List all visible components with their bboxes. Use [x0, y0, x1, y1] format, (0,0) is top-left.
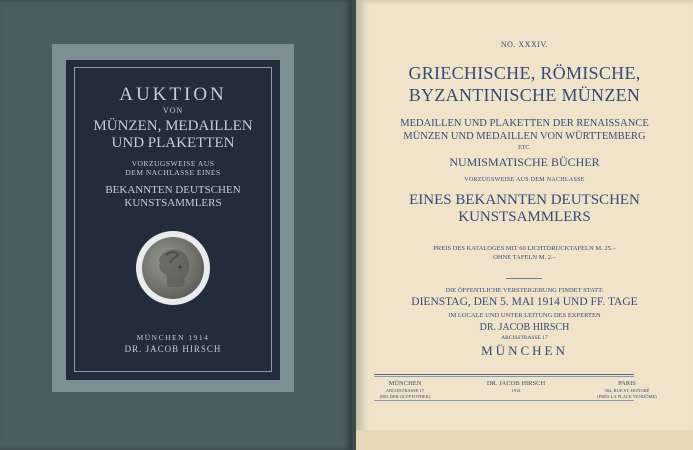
footer-left	[370, 380, 440, 399]
page-title-line2: BYZANTINISCHE MÜNZEN	[408, 85, 641, 105]
footer-center-name: DR. JACOB HIRSCH	[486, 380, 546, 387]
cover-publisher: DR. JACOB HIRSCH	[124, 344, 222, 354]
footer-right-city: PARIS	[618, 380, 636, 387]
page-locale: IM LOCALE UND UNTER LEITUNG DES EXPERTEN	[448, 312, 601, 319]
cover-vorzugsweise-line1: VORZUGSWEISE AUS	[131, 159, 215, 168]
page-title-line1: GRIECHISCHE, RÖMISCHE,	[408, 63, 641, 83]
page-expert: DR. JACOB HIRSCH	[479, 322, 570, 333]
footer-left-street: ARCISSTRASSE 17	[385, 388, 425, 393]
footer-rule-bottom	[374, 400, 634, 401]
page-numismatische: NUMISMATISCHE BÜCHER	[449, 155, 600, 169]
cover-title-line1: MÜNZEN, MEDAILLEN	[93, 118, 253, 134]
page-price-line1: PREIS DES KATALOGES MIT 60 LICHTDRUCKTAFELN M. 25.–	[433, 245, 616, 252]
cover-city-year: MÜNCHEN 1914	[136, 333, 210, 342]
page-vorzugsweise: VORZUGSWEISE AUS DEM NACHLASSE	[464, 177, 585, 183]
cover-title-line2: UND PLAKETTEN	[111, 135, 235, 151]
page-auction-notice: DIE ÖFFENTLICHE VERSTEIGERUNG FINDET STATT:	[445, 287, 604, 294]
footer-rule-top	[374, 374, 634, 375]
page-city: MÜNCHEN	[481, 343, 568, 358]
footer-right-street: 364, RUE ST. HONORÉ	[604, 388, 650, 393]
page-collector-line1: EINES BEKANNTEN DEUTSCHEN	[409, 192, 640, 208]
cover-collector-line1: BEKANNTEN DEUTSCHEN	[105, 184, 241, 196]
footer-left-note: (BEI DER GLYPTOTHEK)	[379, 393, 431, 399]
page-etc: ETC.	[518, 145, 531, 151]
divider	[506, 278, 542, 279]
footer-left-city: MÜNCHEN	[388, 380, 422, 387]
cover-collector	[66, 184, 280, 210]
footer-rule-top-thin	[374, 376, 634, 377]
page-subtitle	[356, 117, 693, 143]
page-bottom-edge	[356, 430, 693, 450]
cover-vorzugsweise	[66, 159, 280, 177]
footer-center	[466, 380, 566, 394]
cover-vorzugsweise-line2: DEM NACHLASSE EINES	[125, 168, 221, 177]
coin-head-icon	[142, 237, 204, 299]
page-collector	[356, 192, 693, 226]
footer-center-year: 1914	[511, 388, 521, 393]
catalog-number: NO. XXXIV.	[500, 40, 549, 49]
page-subtitle-line1: MEDAILLEN UND PLAKETTEN DER RENAISSANCE	[400, 118, 649, 129]
footer-right-note: (PRÈS LA PLACE VENDÔME)	[597, 393, 657, 399]
page-auction-date: DIENSTAG, DEN 5. MAI 1914 UND FF. TAGE	[411, 296, 638, 308]
page-collector-line2: KUNSTSAMMLERS	[458, 209, 591, 225]
coin-image	[142, 237, 204, 299]
cover-auktion: AUKTION	[119, 84, 227, 105]
page-address: ARCISSTRASSE 17	[501, 335, 548, 341]
cover-collector-line2: KUNSTSAMMLERS	[124, 197, 222, 209]
page-price-line2: OHNE TAFELN M. 2.–	[493, 254, 556, 261]
title-page	[356, 0, 693, 450]
page-title	[356, 62, 693, 106]
footer-right	[592, 380, 662, 399]
page-subtitle-line2: MÜNZEN UND MEDAILLEN VON WÜRTTEMBERG	[403, 131, 646, 142]
cover-von: VON	[162, 106, 184, 115]
cover-title	[66, 118, 280, 152]
page-price	[356, 244, 693, 262]
